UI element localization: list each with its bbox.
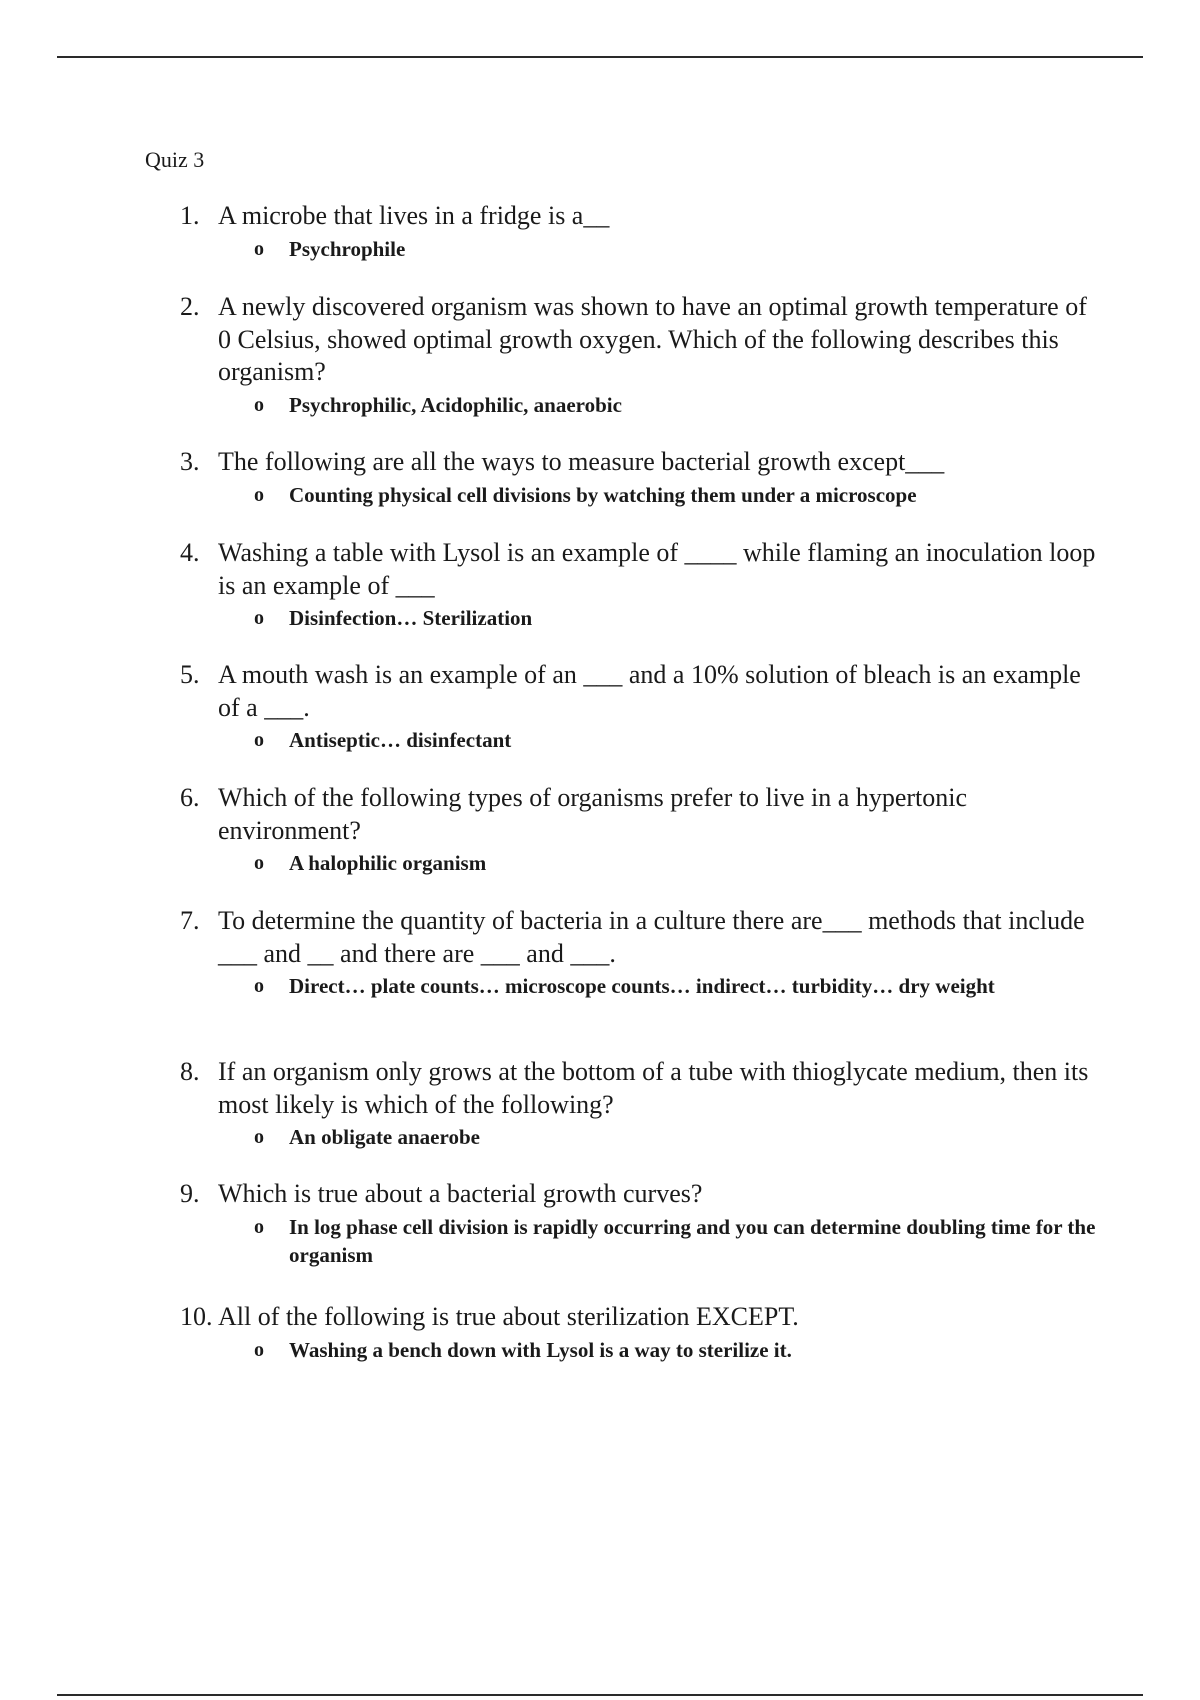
bullet-icon: o <box>254 1126 264 1148</box>
question-number: 8. <box>180 1057 200 1086</box>
answer-item <box>254 1336 1100 1364</box>
answer-item <box>254 726 1100 754</box>
bullet-icon: o <box>254 1338 264 1361</box>
question-2 <box>180 291 1100 419</box>
bullet-icon: o <box>254 393 264 416</box>
answer-item <box>254 235 1100 263</box>
question-text: If an organism only grows at the bottom of a tube with thioglycate medium, then its most likely is which of the following? <box>218 1057 1089 1119</box>
question-6 <box>180 782 1100 877</box>
answer-text: A halophilic organism <box>289 851 487 875</box>
bullet-icon: o <box>254 729 264 751</box>
bottom-rule <box>57 1694 1143 1696</box>
question-number: 9. <box>180 1179 200 1208</box>
bullet-icon: o <box>254 237 264 260</box>
answer-item <box>254 849 1100 877</box>
question-text: All of the following is true about sterilization EXCEPT. <box>218 1302 799 1331</box>
answer-text: Washing a bench down with Lysol is a way to sterilize it. <box>289 1337 792 1362</box>
answer-item <box>254 391 1100 419</box>
question-number: 7. <box>180 906 200 935</box>
answer-item <box>254 1123 1100 1151</box>
answer-item <box>254 1213 1100 1269</box>
answer-item <box>254 972 1100 1000</box>
answer-item <box>254 481 1100 509</box>
question-number: 3. <box>180 447 200 476</box>
question-5 <box>180 659 1100 754</box>
question-7 <box>180 905 1100 1000</box>
question-number: 6. <box>180 783 200 812</box>
question-number: 1. <box>180 201 200 230</box>
question-text: A mouth wash is an example of an ___ and a 10% solution of bleach is an example of a ___. <box>218 660 1081 722</box>
question-text: Which is true about a bacterial growth curves? <box>218 1179 703 1208</box>
question-text: A microbe that lives in a fridge is a__ <box>218 201 610 230</box>
bullet-icon: o <box>254 483 264 506</box>
question-number: 2. <box>180 292 200 321</box>
answer-text: Psychrophilic, Acidophilic, anaerobic <box>289 392 622 417</box>
answer-text: Antiseptic… disinfectant <box>289 728 512 752</box>
question-1 <box>180 200 1100 263</box>
top-rule <box>57 56 1143 58</box>
answer-item <box>254 604 1100 632</box>
answer-text: In log phase cell division is rapidly occurring and you can determine doubling time for the organism <box>289 1214 1096 1267</box>
bullet-icon: o <box>254 607 264 629</box>
question-number: 5. <box>180 660 200 689</box>
answer-text: Disinfection… Sterilization <box>289 606 533 630</box>
question-text: Washing a table with Lysol is an example of ____ while flaming an inoculation loop is an example of ___ <box>218 538 1096 600</box>
question-4 <box>180 537 1100 632</box>
question-3 <box>180 446 1100 509</box>
question-text: The following are all the ways to measure bacterial growth except___ <box>218 447 945 476</box>
question-text: To determine the quantity of bacteria in a culture there are___ methods that include ___ and __ and there are ___ and ___. <box>218 906 1085 968</box>
answer-text: Counting physical cell divisions by watching them under a microscope <box>289 482 917 507</box>
question-text: Which of the following types of organisms prefer to live in a hypertonic environment? <box>218 783 967 845</box>
question-text: A newly discovered organism was shown to have an optimal growth temperature of 0 Celsius, showed optimal growth oxygen. Which of the following describes this organism? <box>218 292 1087 386</box>
question-9 <box>180 1178 1100 1269</box>
question-number: 4. <box>180 538 200 567</box>
answer-text: Direct… plate counts… microscope counts… indirect… turbidity… dry weight <box>289 974 995 998</box>
bullet-icon: o <box>254 975 264 997</box>
question-number: 10. <box>180 1302 213 1331</box>
question-10 <box>180 1301 1100 1364</box>
answer-text: An obligate anaerobe <box>289 1125 480 1149</box>
answer-text: Psychrophile <box>289 236 406 261</box>
page-title: Quiz 3 <box>145 147 205 172</box>
bullet-icon: o <box>254 1215 264 1238</box>
bullet-icon: o <box>254 852 264 874</box>
question-8 <box>180 1056 1100 1151</box>
